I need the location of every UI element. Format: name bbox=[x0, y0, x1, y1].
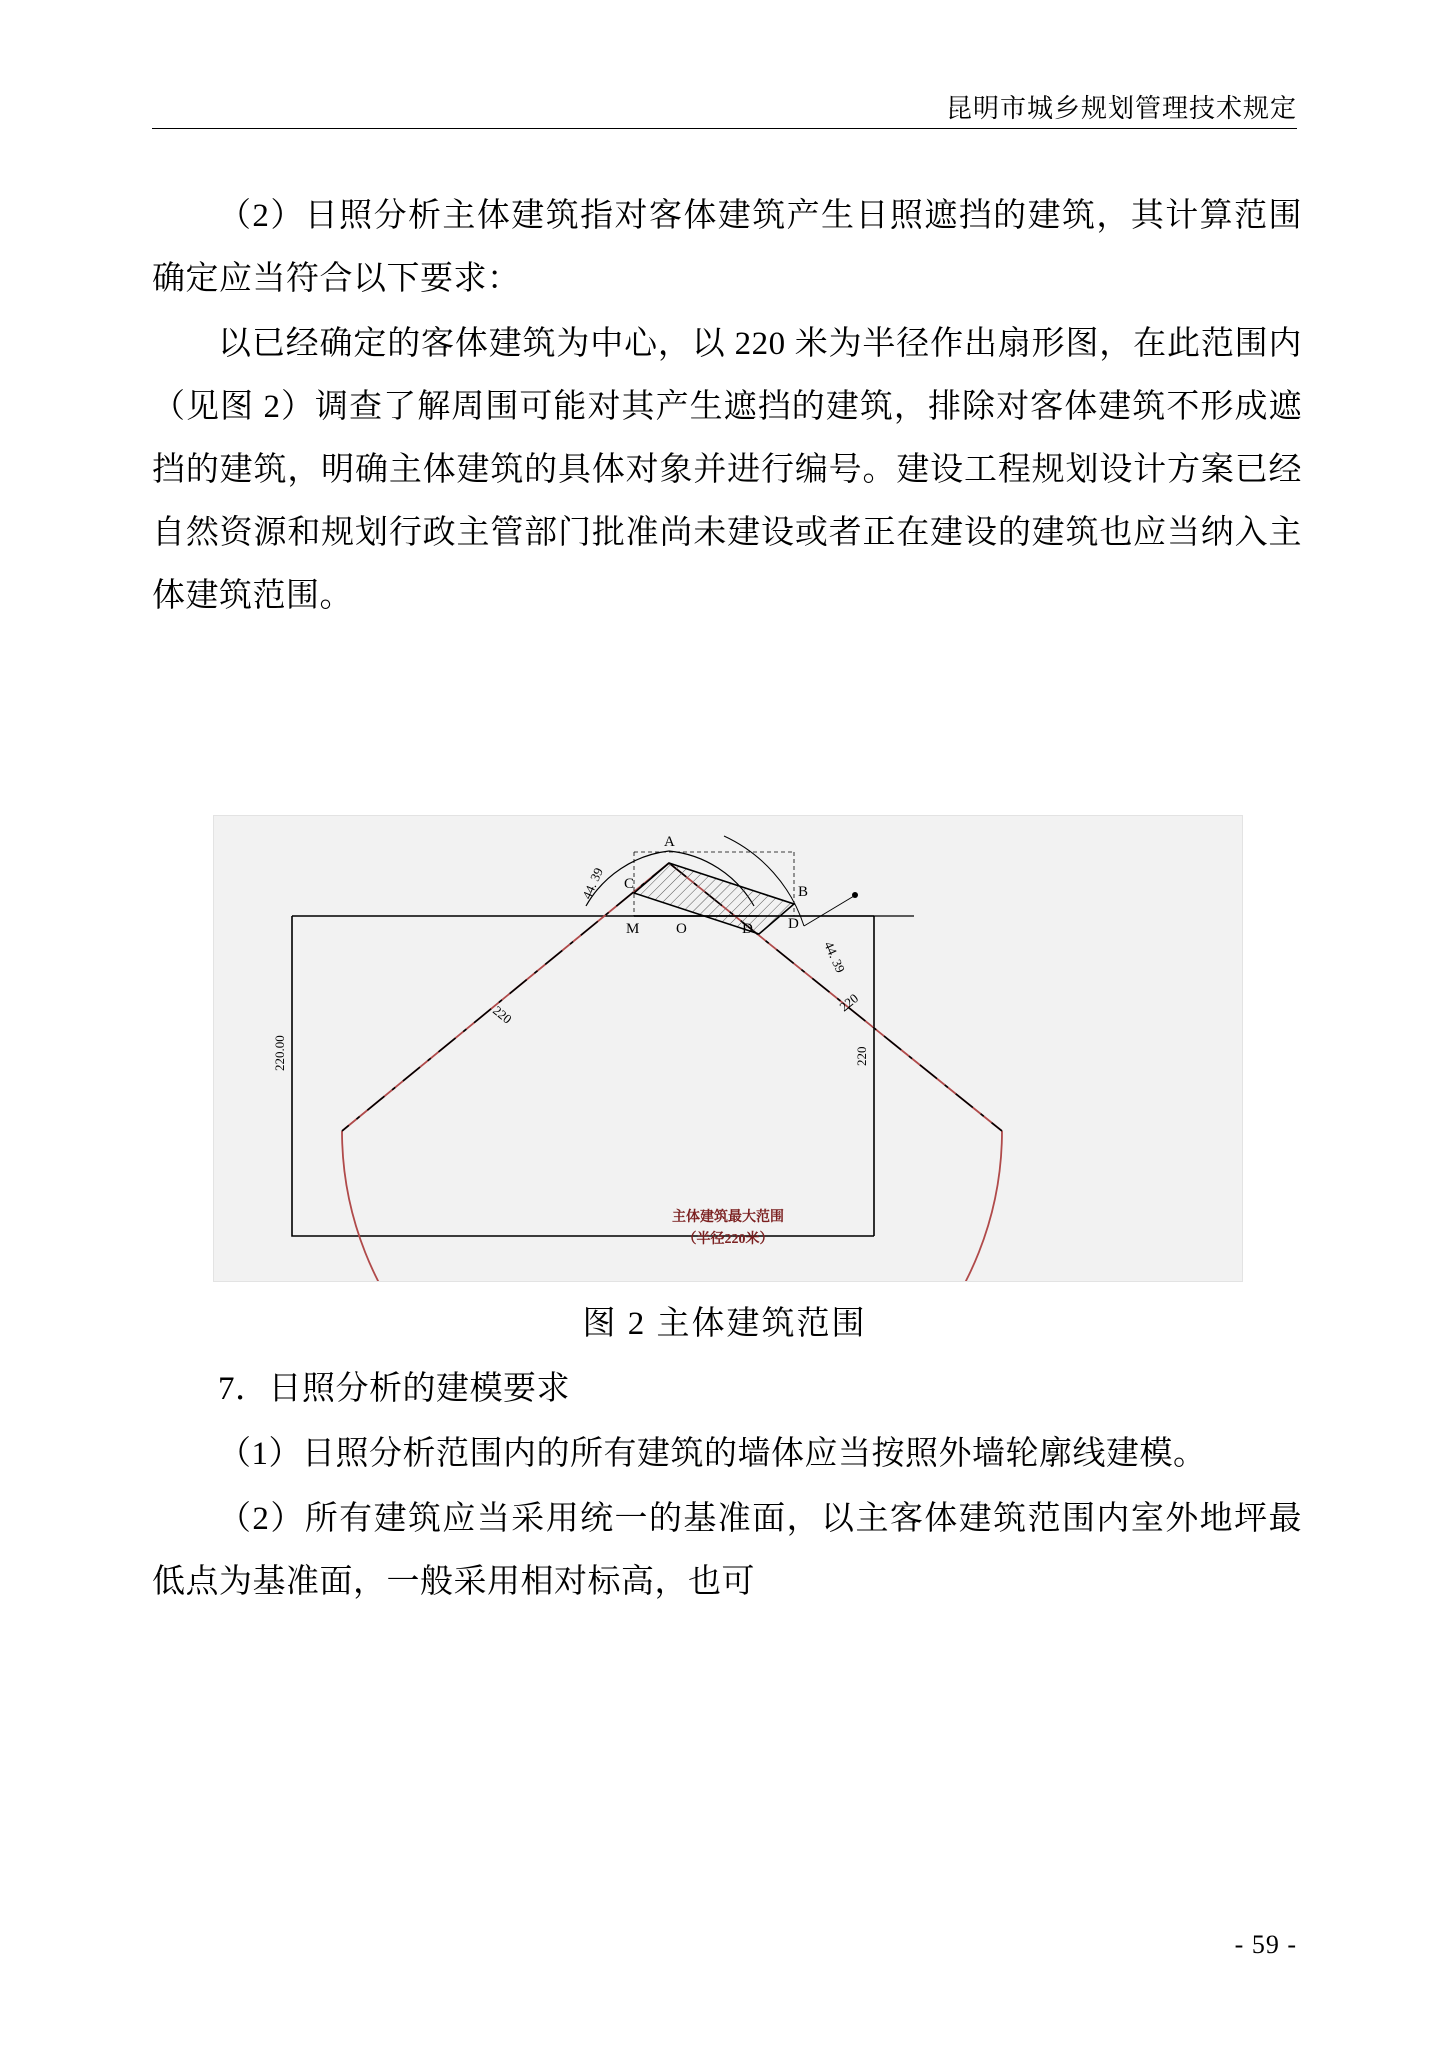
label-radius-center: 220 bbox=[854, 1046, 869, 1066]
paragraph-1: （2）日照分析主体建筑指对客体建筑产生日照遮挡的建筑，其计算范围确定应当符合以下要求： bbox=[152, 198, 1302, 297]
figure-diagram bbox=[214, 816, 1242, 1281]
label-radius-right: 220 bbox=[836, 990, 862, 1015]
label-point-b: B bbox=[798, 884, 809, 900]
building-polygon bbox=[634, 863, 794, 934]
header-divider bbox=[152, 128, 1297, 129]
label-point-o: O bbox=[676, 921, 687, 937]
label-point-c: C bbox=[624, 876, 635, 892]
label-point-a: A bbox=[664, 834, 675, 850]
note-line-2: （半径220米） bbox=[682, 1232, 774, 1247]
label-angle-right: 44. 39 bbox=[821, 939, 849, 975]
label-radius-left: 220 bbox=[490, 1002, 515, 1027]
label-point-d: D bbox=[788, 916, 799, 932]
angle-tick-right bbox=[804, 896, 854, 926]
label-point-d2: D bbox=[742, 921, 753, 937]
page-number: - 59 - bbox=[1234, 1930, 1297, 1959]
bounding-rect-left bbox=[292, 916, 874, 1236]
sector-arc bbox=[342, 1131, 1002, 1281]
figure-container bbox=[213, 815, 1243, 1282]
label-point-m: M bbox=[626, 921, 640, 937]
label-angle-left: 44. 39 bbox=[579, 865, 606, 902]
body-text-bottom bbox=[152, 1358, 1302, 1616]
paragraph-4: （1）日照分析范围内的所有建筑的墙体应当按照外墙轮廓线建模。 bbox=[218, 1436, 1207, 1472]
body-text-top bbox=[152, 185, 1302, 630]
label-vertical-dimension: 220.00 bbox=[272, 1035, 287, 1071]
figure-caption: 图 2 主体建筑范围 bbox=[582, 1306, 867, 1342]
paragraph-3: 7．日照分析的建模要求 bbox=[218, 1371, 570, 1407]
paragraph-5: （2）所有建筑应当采用统一的基准面，以主客体建筑范围内室外地坪最低点为基准面，一般采用相对标高，也可 bbox=[152, 1501, 1302, 1600]
page-header: 昆明市城乡规划管理技术规定 bbox=[945, 94, 1297, 123]
paragraph-2: 以已经确定的客体建筑为中心，以 220 米为半径作出扇形图，在此范围内（见图 2）调查了解周围可能对其产生遮挡的建筑，排除对客体建筑不形成遮挡的建筑，明确主体建筑的具体对象并进行编号。建设工程规划设计方案已经自然资源和规划行政主管部门批准尚未建设或者正在建设的建筑也应当纳入主体建筑范围。 bbox=[152, 326, 1302, 614]
note-line-1: 主体建筑最大范围 bbox=[672, 1210, 784, 1225]
angle-marker-dot bbox=[852, 892, 858, 898]
